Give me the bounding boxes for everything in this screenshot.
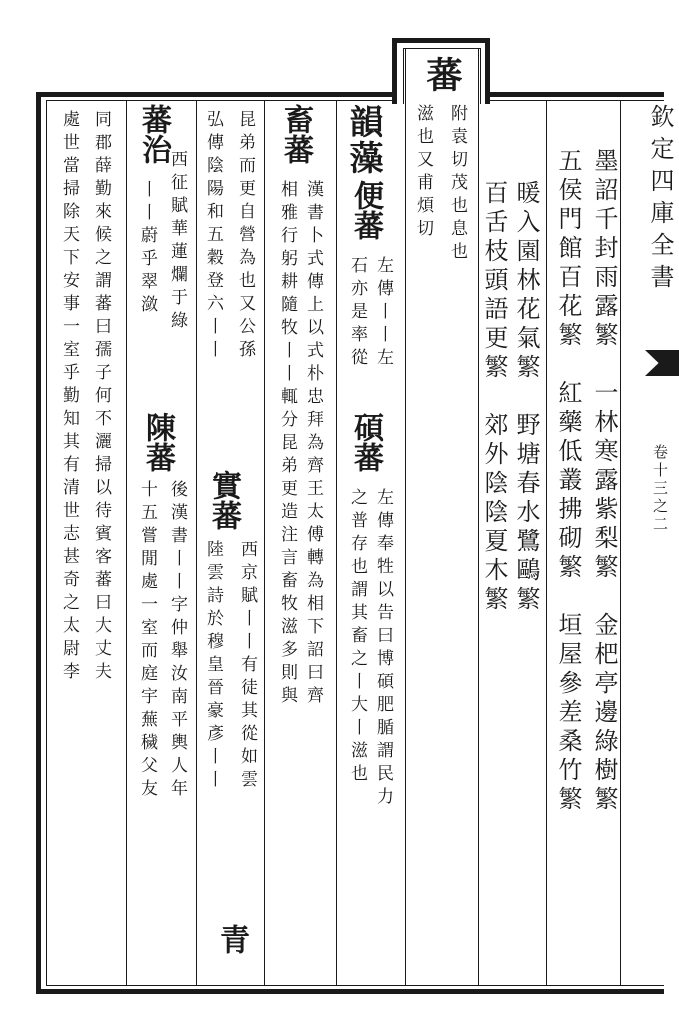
note-8a: 弘傳陰陽和五穀登六丨丨 — [203, 110, 223, 363]
column-rule — [478, 48, 479, 986]
column-rule — [126, 100, 127, 986]
note-6b: 相雅行躬耕隨牧丨丨輒分昆弟更造注言畜牧滋多則與 — [277, 180, 297, 709]
note-5b: 石亦是率從 — [347, 256, 367, 371]
volume-label: 卷十三之二 — [651, 444, 669, 534]
note-9b: 丨丨蔚乎翠潋 — [137, 180, 157, 318]
tab-note-1: 附袁切茂也息也 — [447, 104, 467, 265]
note-9c: 後漢書丨丨字仲舉汝南平輿人年 — [167, 480, 187, 802]
headword-shifan: 實蕃 — [206, 470, 241, 530]
text-column-3: 暖入園林花氣繁 野塘春水鷺鷗繁 — [512, 180, 540, 615]
headword-fanzhi: 蕃治 — [136, 104, 171, 164]
text-column-1: 墨詔千封雨露繁 一林寒露紫梨繁 金杷亭邊綠樹繁 — [590, 148, 618, 815]
text-column-10: 同郡薛勤來候之謂蕃曰孺子何不灑掃以待賓客蕃曰大丈夫 — [91, 110, 111, 685]
column-rule — [196, 100, 197, 986]
tab-note-2: 滋也又甫煩切 — [413, 104, 433, 242]
note-7a: 昆弟而更自營為也又公孫 — [235, 110, 255, 363]
text-column-11: 處世當掃除天下安事一室乎勤知其有清世志甚奇之太尉李 — [59, 110, 79, 685]
text-column-4: 百舌枝頭語更繁 郊外陰陰夏木繁 — [480, 180, 508, 615]
tab-headword: 蕃 — [421, 56, 463, 94]
section-heading-yunzao: 韻藻 — [343, 104, 383, 176]
note-9d: 十五嘗閒處一室而庭宇蕪穢父友 — [137, 480, 157, 802]
column-tail-qing: 青 — [214, 924, 249, 954]
headword-xufan: 畜蕃 — [278, 104, 313, 164]
column-rule — [336, 100, 337, 986]
text-column-2: 五侯門館百花繁 紅藥低叢拂砌繁 垣屋參差桑竹繁 — [554, 148, 582, 815]
headword-bianfan: 便蕃 — [348, 180, 383, 240]
column-rule — [620, 100, 621, 986]
note-5d: 之普存也謂其畜之丨大丨滋也 — [347, 488, 367, 787]
column-rule — [264, 100, 265, 986]
note-5a: 左傳丨丨左 — [373, 256, 393, 371]
note-8b: 陸雲詩於穆皇晉豪彥丨丨 — [203, 540, 223, 793]
headword-shuofan: 碩蕃 — [348, 412, 383, 472]
note-9a: 西征賦華蓮爛于綠 — [167, 150, 187, 334]
column-rule — [546, 100, 547, 986]
note-7b: 西京賦丨丨有徒其從如雲 — [237, 540, 257, 793]
note-5c: 左傳奉牲以告曰博碩肥腯謂民力 — [373, 488, 393, 810]
column-rule — [405, 48, 406, 986]
headword-chenfan: 陳蕃 — [140, 412, 175, 472]
note-6a: 漢書卜式傳上以式朴忠拜為齊王太傅轉為相下詔曰齊 — [303, 180, 323, 709]
running-title: 欽定四庫全書 — [646, 104, 674, 296]
